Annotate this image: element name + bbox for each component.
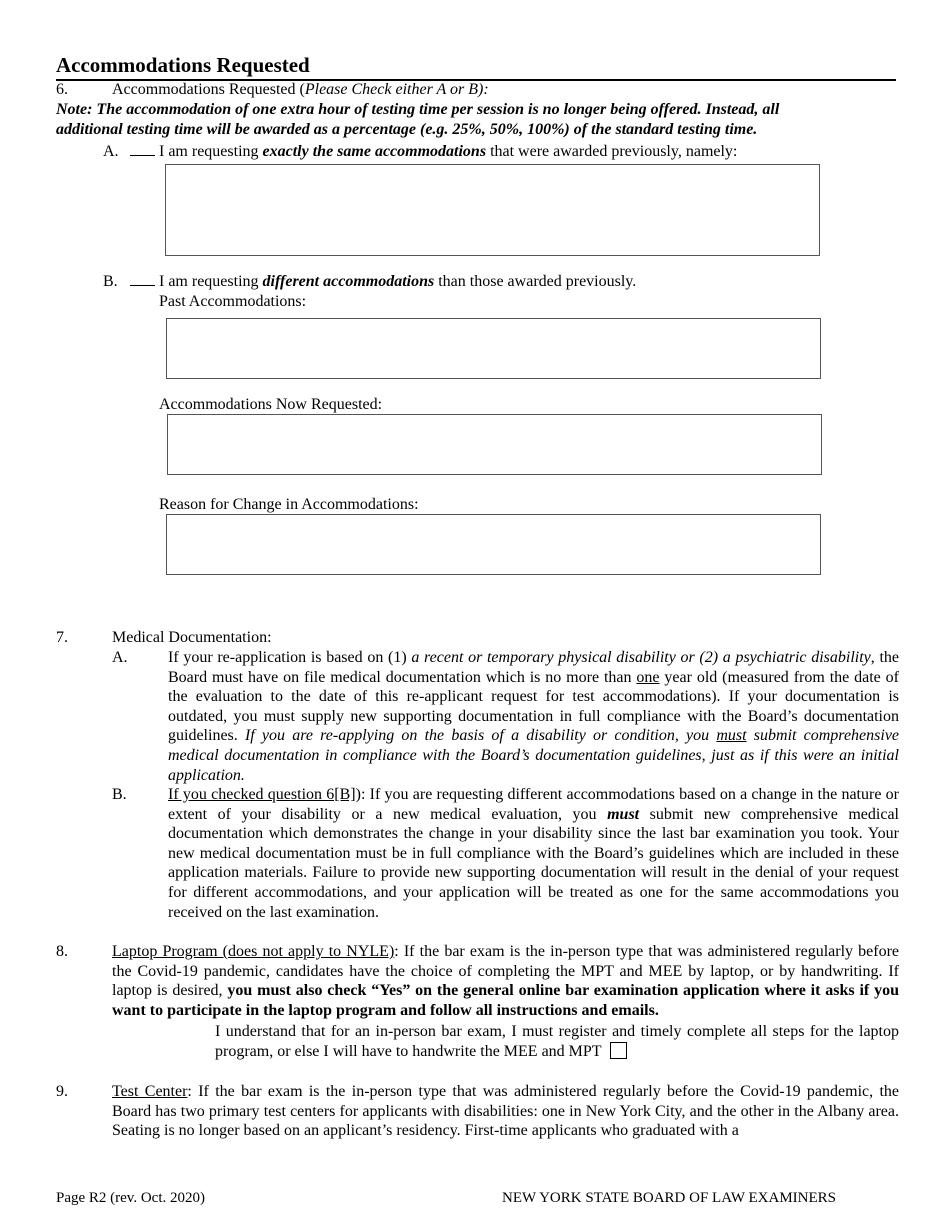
q6-label-italic: Please Check either A or B): — [304, 81, 489, 98]
q6b-text-post: than those awarded previously. — [434, 273, 637, 290]
q7a-letter: A. — [112, 649, 128, 666]
q6a-check-blank[interactable] — [130, 142, 155, 156]
q6b-text-pre: I am requesting — [159, 273, 263, 290]
q7a-t2: a recent or temporary physical disability or (2) a psychiatric disability — [411, 649, 871, 666]
reason-field[interactable] — [166, 514, 821, 575]
q6-note: Note: The accommodation of one extra hour of testing time per session is no longer being offered. Instead, all additional testing time will be awarded as a percentage (e.g. 25%, 50%, 100%) of the standard testing time. — [56, 101, 780, 138]
q7b-t4: submit new comprehensive medical documentation which demonstrates the change in your disability since the last bar examination you took. Your new medical documentation must be in full compliance with the Board’s guidelines which are included in these application materials. Failure to provide new supporting documentation will result in the denial of your request for different accommodations, and your application will be treated as one for the same accommodations you received on the last examination. — [168, 805, 900, 921]
q9-paragraph — [112, 1082, 899, 1141]
q8-t2: : If the bar exam is the in-person type that was administered regularly before the Covid-19 pandemic, candidates have the choice of completing the MPT and MEE by laptop, or by handwriting. If laptop is desired, — [112, 943, 900, 1000]
q7-number: 7. — [56, 629, 68, 646]
q6b-letter: B. — [103, 273, 118, 290]
q9-t2: : If the bar exam is the in-person type that was administered regularly before the Covid-19 pandemic, the Board has two primary test centers for applicants with disabilities: one in New York City, and the other in the Albany area. Seating is no longer based on an applicant’s residency. First-time applicants who graduated with a — [112, 1083, 900, 1140]
footer-board-name: NEW YORK STATE BOARD OF LAW EXAMINERS — [502, 1190, 836, 1206]
q7a-t3: , the Board must have on file medical documentation which is no more than — [168, 649, 900, 686]
now-requested-field[interactable] — [167, 414, 822, 475]
now-requested-label: Accommodations Now Requested: — [159, 396, 383, 413]
q6a-accommodations-field[interactable] — [165, 164, 820, 256]
q6b-check-blank[interactable] — [130, 272, 155, 286]
q6a-text — [130, 142, 830, 162]
page-title: Accommodations Requested — [56, 53, 310, 77]
past-accommodations-label: Past Accommodations: — [159, 293, 307, 310]
q7-label: Medical Documentation: — [112, 629, 272, 646]
q6a-letter: A. — [103, 143, 119, 160]
q6a-text-pre: I am requesting — [159, 143, 263, 160]
q7a-t5: year old (measured from the date of the evaluation to the date of this re-applicant request for test accommodations). If your documentation is outdated, you must supply new supporting documentation in full compliance with the Board’s documentation guidelines. — [168, 668, 900, 745]
q7b-letter: B. — [112, 786, 127, 803]
q8-acknowledgement — [215, 1022, 899, 1061]
q7a-paragraph — [168, 648, 899, 785]
footer-page-number: Page R2 (rev. Oct. 2020) — [56, 1190, 205, 1206]
q8-paragraph — [112, 942, 899, 1020]
q7b-paragraph — [168, 785, 899, 922]
q7a-t8: submit comprehensive medical documentation in compliance with the Board’s documentation guidelines, just as if this were an initial application. — [168, 727, 900, 784]
q8-t1: Laptop Program (does not apply to NYLE) — [112, 943, 395, 960]
q7a-t4: one — [636, 668, 660, 686]
q8-t3: you must also check “Yes” on the general online bar examination application where it asks if you want to participate in the laptop program and follow all instructions and emails. — [112, 982, 900, 1019]
q6b-text — [130, 272, 830, 292]
q9-t1: Test Center — [112, 1083, 188, 1100]
q8-number: 8. — [56, 943, 68, 960]
q7b-t1: If you checked question 6[B] — [168, 786, 356, 803]
q7b-t3: must — [607, 805, 640, 823]
q6-label-text: Accommodations Requested ( — [112, 81, 305, 98]
q6-label — [112, 80, 892, 100]
q6b-text-bold: different accommodations — [262, 273, 435, 290]
q7b-t2: ): If you are requesting different accommodations based on a change in the nature or extent of your disability or a new medical evaluation, you — [168, 786, 900, 823]
q7a-t6: If you are re-applying on the basis of a disability or condition, you — [244, 727, 717, 745]
q6a-text-bold: exactly the same accommodations — [262, 143, 487, 160]
q6a-text-post: that were awarded previously, namely: — [486, 143, 738, 160]
q7a-t1: If your re-application is based on (1) — [168, 649, 412, 666]
q8-ack-text: I understand that for an in-person bar exam, I must register and timely complete all steps for the laptop program, or else I will have to handwrite the MEE and MPT — [215, 1023, 899, 1060]
q9-number: 9. — [56, 1083, 68, 1100]
reason-label: Reason for Change in Accommodations: — [159, 496, 419, 513]
past-accommodations-field[interactable] — [166, 318, 821, 379]
q7a-t7: must — [716, 727, 747, 745]
laptop-ack-checkbox[interactable] — [610, 1042, 627, 1059]
q6-number: 6. — [56, 81, 68, 98]
